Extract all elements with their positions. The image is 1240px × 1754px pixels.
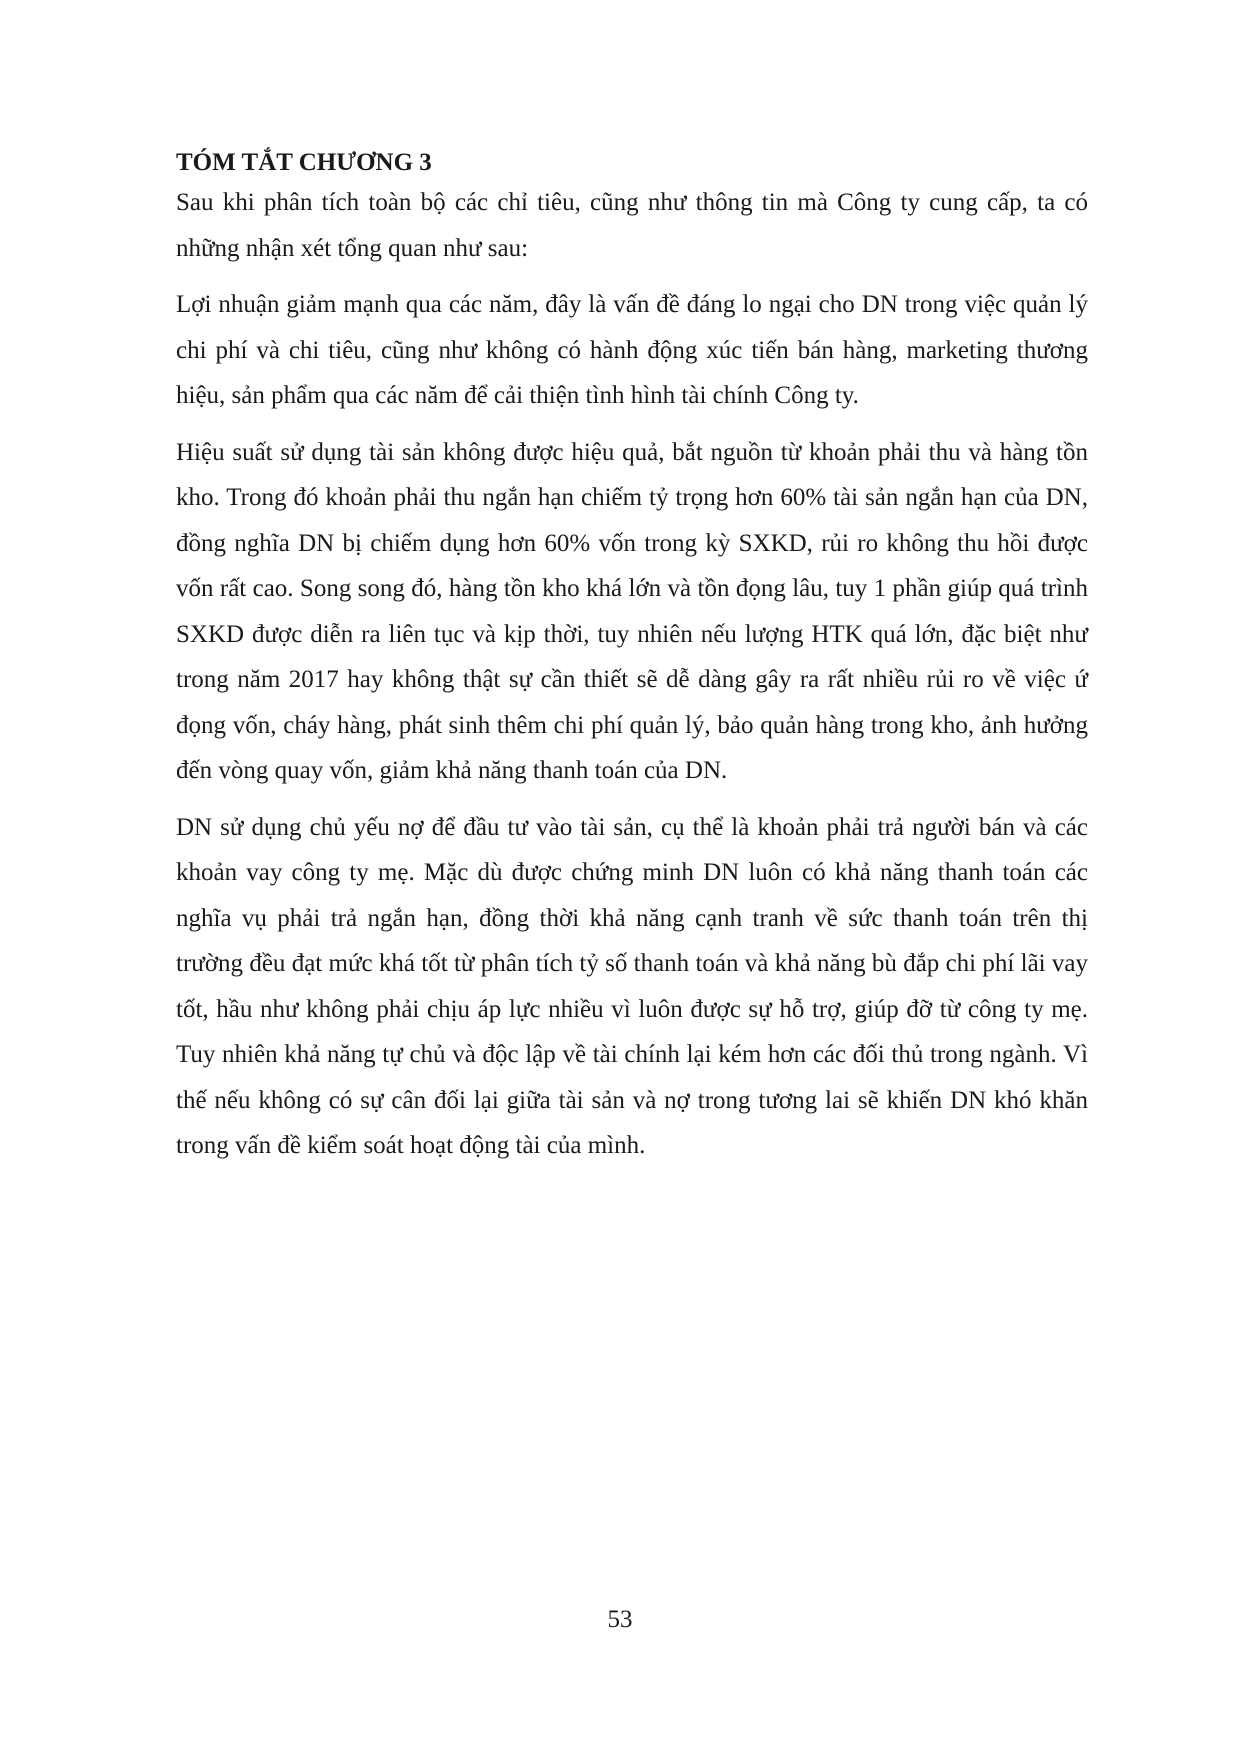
paragraph-profit: Lợi nhuận giảm mạnh qua các năm, đây là vấn đề đáng lo ngại cho DN trong việc quản lý chi phí và chi tiêu, cũng như không có hành động xúc tiến bán hàng, marketing thương hiệu, sản phẩm qua các năm để cải thiện tình hình tài chính Công ty.: [176, 291, 1088, 409]
chapter-summary-heading: TÓM TẮT CHƯƠNG 3: [176, 149, 432, 176]
paragraph-debt-usage: DN sử dụng chủ yếu nợ để đầu tư vào tài sản, cụ thể là khoản phải trả người bán và các khoản vay công ty mẹ. Mặc dù được chứng minh DN luôn có khả năng thanh toán các nghĩa vụ phải trả ngắn hạn, đồng thời khả năng cạnh tranh về sức thanh toán trên thị trường đều đạt mức khá tốt từ phân tích tỷ số thanh toán và khả năng bù đắp chi phí lãi vay tốt, hầu như không phải chịu áp lực nhiều vì luôn được sự hỗ trợ, giúp đỡ từ công ty mẹ. Tuy nhiên khả năng tự chủ và độc lập về tài chính lại kém hơn các đối thủ trong ngành. Vì thế nếu không có sự cân đối lại giữa tài sản và nợ trong tương lai sẽ khiến DN khó khăn trong vấn đề kiểm soát hoạt động tài của mình.: [176, 813, 1088, 1159]
paragraph-asset-efficiency: Hiệu suất sử dụng tài sản không được hiệu quả, bắt nguồn từ khoản phải thu và hàng tồn kho. Trong đó khoản phải thu ngắn hạn chiếm tỷ trọng hơn 60% tài sản ngắn hạn của DN, đồng nghĩa DN bị chiếm dụng hơn 60% vốn trong kỳ SXKD, rủi ro không thu hồi được vốn rất cao. Song song đó, hàng tồn kho khá lớn và tồn đọng lâu, tuy 1 phần giúp quá trình SXKD được diễn ra liên tục và kịp thời, tuy nhiên nếu lượng HTK quá lớn, đặc biệt như trong năm 2017 hay không thật sự cần thiết sẽ dễ dàng gây ra rất nhiều rủi ro về việc ứ đọng vốn, cháy hàng, phát sinh thêm chi phí quản lý, bảo quản hàng trong kho, ảnh hưởng đến vòng quay vốn, giảm khả năng thanh toán của DN.: [176, 438, 1088, 784]
document-page: [176, 146, 1088, 1180]
paragraph-intro: Sau khi phân tích toàn bộ các chỉ tiêu, cũng như thông tin mà Công ty cung cấp, ta có những nhận xét tổng quan như sau:: [176, 189, 1088, 262]
page-number: 53: [607, 1606, 633, 1633]
